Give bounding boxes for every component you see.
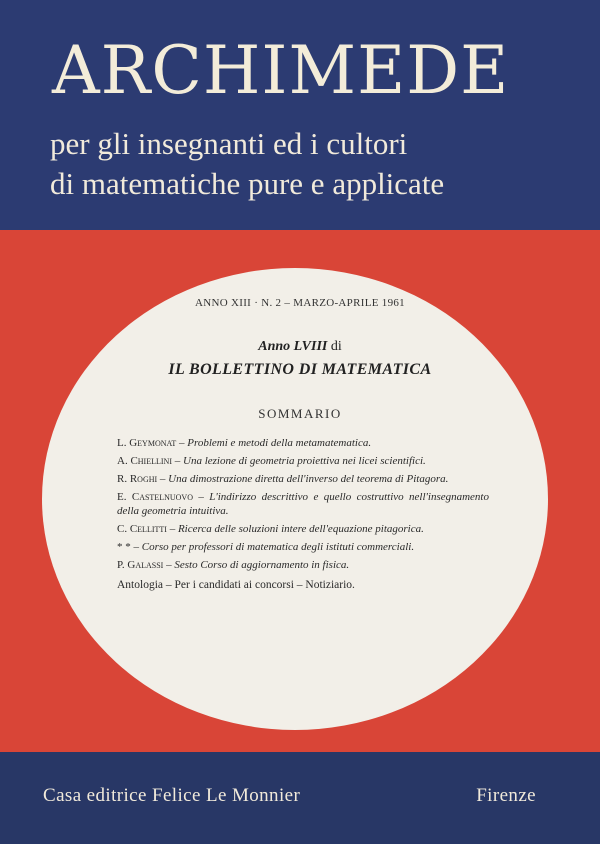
toc-title: Problemi e metodi della metamatematica. <box>187 437 372 449</box>
masthead-title: ARCHIMEDE <box>52 32 510 109</box>
toc-entry: L. Geymonat – Problemi e metodi della metamatematica. <box>117 437 372 449</box>
toc-title: Corso per professori di matematica degli istituti commerciali. <box>141 541 415 553</box>
anno-di: di <box>330 339 342 354</box>
toc-entry: E. Castelnuovo – L'indirizzo descrittivo e quello costruttivo nell'insegnamento della geometria intuitiva. <box>117 491 489 517</box>
toc-title: Una lezione di geometria proiettiva nei licei scientifici. <box>183 455 426 467</box>
publisher-city: Firenze <box>476 785 536 806</box>
table-of-contents <box>117 436 489 592</box>
toc-author: L. Geymonat <box>117 437 177 449</box>
toc-footer: Antologia – Per i candidati ai concorsi – Notiziario. <box>117 579 355 591</box>
toc-entry: P. Galassi – Sesto Corso di aggiornamento in fisica. <box>117 559 350 571</box>
toc-author: * * <box>117 541 131 553</box>
toc-author: C. Cellitti <box>117 523 167 535</box>
toc-title: Sesto Corso di aggiornamento in fisica. <box>174 559 350 571</box>
issue-info: ANNO XIII · N. 2 – MARZO-APRILE 1961 <box>194 297 405 309</box>
toc-entry: * * – Corso per professori di matematica degli istituti commerciali. <box>117 541 415 553</box>
toc-author: P. Galassi <box>117 559 164 571</box>
toc-entry: A. Chiellini – Una lezione di geometria proiettiva nei licei scientifici. <box>117 455 426 467</box>
toc-entry: R. Roghi – Una dimostrazione diretta dell'inverso del teorema di Pitagora. <box>117 473 449 485</box>
masthead-subtitle-line1: per gli insegnanti ed i cultori <box>50 126 408 161</box>
masthead-subtitle-line2: di matematiche pure e applicate <box>50 166 445 201</box>
toc-title: L'indirizzo descrittivo e quello costruttivo nell'insegnamento della geometria intuitiva. <box>117 491 489 517</box>
toc-author: A. Chiellini <box>117 455 172 467</box>
contents-heading: SOMMARIO <box>258 406 342 421</box>
toc-author: R. Roghi <box>117 473 158 485</box>
top-navy-band <box>0 0 600 230</box>
publisher-name: Casa editrice Felice Le Monnier <box>43 785 301 806</box>
anno-line <box>0 339 600 355</box>
toc-title: Ricerca delle soluzioni intere dell'equazione pitagorica. <box>177 523 424 535</box>
bollettino-title: IL BOLLETTINO DI MATEMATICA <box>168 361 432 378</box>
bottom-navy-band <box>0 752 600 844</box>
toc-author: E. Castelnuovo <box>117 491 193 503</box>
toc-entry: C. Cellitti – Ricerca delle soluzioni intere dell'equazione pitagorica. <box>117 523 424 535</box>
toc-title: Una dimostrazione diretta dell'inverso del teorema di Pitagora. <box>168 473 449 485</box>
anno-number: Anno LVIII <box>258 339 328 354</box>
